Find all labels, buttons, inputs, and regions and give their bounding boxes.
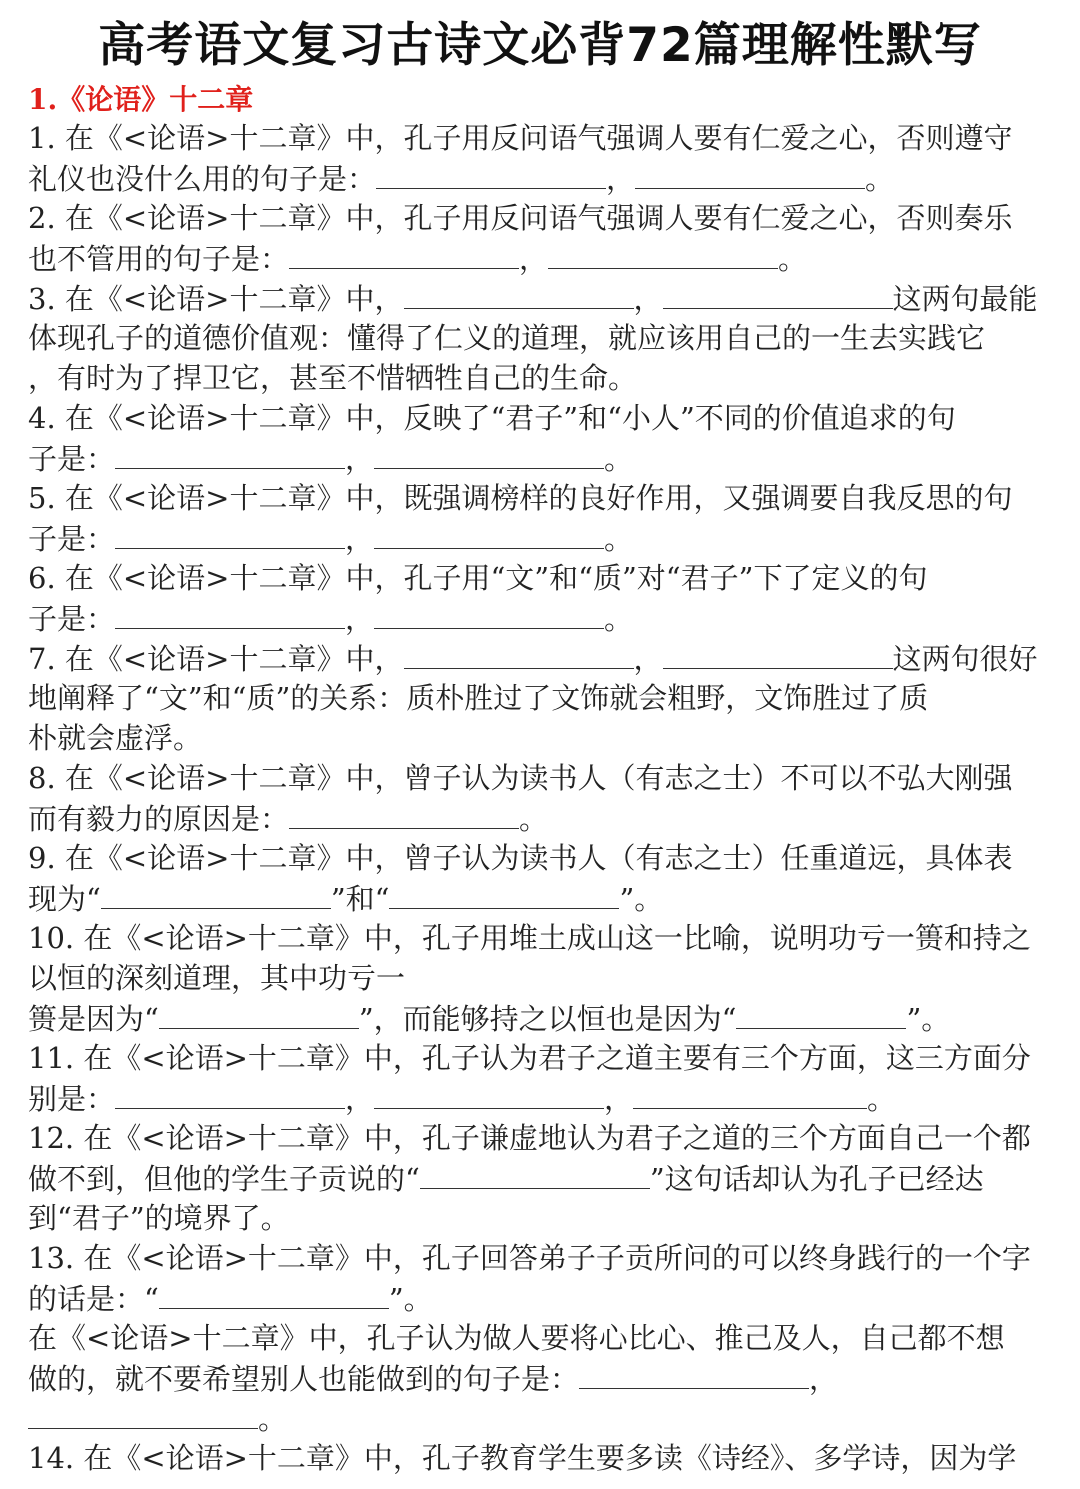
question-13b-text: 做的，就不要希望别人也能做到的句子是： <box>28 1362 580 1396</box>
period: 。 <box>604 522 634 556</box>
answer-blank[interactable] <box>289 238 519 269</box>
answer-blank[interactable] <box>404 278 634 309</box>
question-4-line-2 <box>28 438 633 478</box>
question-11-text: 别是： <box>28 1082 116 1116</box>
period: 。 <box>604 602 634 636</box>
comma: ， <box>345 602 375 636</box>
comma: ， <box>606 162 636 196</box>
question-7-line-2: 地阐释了“文”和“质”的关系：质朴胜过了文饰就会粗野，文饰胜过了质 <box>28 681 929 715</box>
question-5-line-2 <box>28 518 633 558</box>
question-3-text: 3. 在《<论语>十二章》中， <box>28 282 404 316</box>
question-13-line-1: 13. 在《<论语>十二章》中，孔子回答弟子子贡所问的可以终身践行的一个字 <box>28 1241 1031 1275</box>
question-13b-line-1: 在《<论语>十二章》中，孔子认为做人要将心比心、推己及人，自己都不想 <box>28 1321 1005 1355</box>
question-13-text: 的话是：“ <box>28 1282 159 1316</box>
answer-blank[interactable] <box>115 598 345 629</box>
comma: ， <box>604 1082 634 1116</box>
answer-blank[interactable] <box>736 998 906 1029</box>
answer-blank[interactable] <box>635 158 865 189</box>
question-6-line-1: 6. 在《<论语>十二章》中，孔子用“文”和“质”对“君子”下了定义的句 <box>28 561 928 595</box>
period: 。 <box>867 1082 897 1116</box>
question-14-line-1: 14. 在《<论语>十二章》中，孔子教育学生要多读《诗经》、多学诗，因为学 <box>28 1441 1017 1475</box>
comma: ， <box>345 1082 375 1116</box>
question-12-line-3: 到“君子”的境界了。 <box>28 1201 290 1235</box>
comma: ， <box>809 1362 839 1396</box>
period: 。 <box>604 442 634 476</box>
question-7-line-1 <box>28 638 1038 678</box>
question-3-line-3: ，有时为了捍卫它，甚至不惜牺牲自己的生命。 <box>28 361 638 395</box>
comma: ， <box>633 282 663 316</box>
question-7-tail: 这两句很好 <box>892 642 1038 676</box>
question-10-line-2: 以恒的深刻道理，其中功亏一 <box>28 961 406 995</box>
question-10-mid: ”，而能够持之以恒也是因为“ <box>358 1002 737 1036</box>
question-6-text: 子是： <box>28 602 116 636</box>
question-12-line-2 <box>28 1158 984 1198</box>
answer-blank[interactable] <box>548 238 778 269</box>
answer-blank[interactable] <box>579 1358 809 1389</box>
question-4-line-1: 4. 在《<论语>十二章》中，反映了“君子”和“小人”不同的价值追求的句 <box>28 401 956 435</box>
question-12-text: 做不到，但他的学生子贡说的“ <box>28 1162 420 1196</box>
question-3-line-1 <box>28 278 1038 318</box>
page-title: 高考语文复习古诗文必背72篇理解性默写 <box>98 18 982 73</box>
comma: ， <box>519 242 549 276</box>
period: 。 <box>519 802 549 836</box>
section-heading: 1.《论语》十二章 <box>28 83 254 116</box>
answer-blank[interactable] <box>663 638 893 669</box>
question-7-line-3: 朴就会虚浮。 <box>28 721 203 755</box>
question-1-line-1: 1. 在《<论语>十二章》中，孔子用反问语气强调人要有仁爱之心，否则遵守 <box>28 121 1013 155</box>
question-8-line-1: 8. 在《<论语>十二章》中，曾子认为读书人（有志之士）不可以不弘大刚强 <box>28 761 1013 795</box>
question-12-tail: ”这句话却认为孔子已经达 <box>649 1162 984 1196</box>
answer-blank[interactable] <box>101 878 331 909</box>
question-11-line-1: 11. 在《<论语>十二章》中，孔子认为君子之道主要有三个方面，这三方面分 <box>28 1041 1031 1075</box>
question-12-line-1: 12. 在《<论语>十二章》中，孔子谦虚地认为君子之道的三个方面自己一个都 <box>28 1121 1031 1155</box>
comma: ， <box>345 442 375 476</box>
period: 。 <box>258 1402 288 1436</box>
period: 。 <box>865 162 895 196</box>
answer-blank[interactable] <box>115 438 345 469</box>
answer-blank[interactable] <box>374 438 604 469</box>
answer-blank[interactable] <box>115 518 345 549</box>
question-13-line-2 <box>28 1278 433 1318</box>
question-5-text: 子是： <box>28 522 116 556</box>
answer-blank[interactable] <box>376 158 606 189</box>
answer-blank[interactable] <box>404 638 634 669</box>
answer-blank[interactable] <box>289 798 519 829</box>
answer-blank[interactable] <box>374 598 604 629</box>
question-2-text: 也不管用的句子是： <box>28 242 290 276</box>
question-3-tail: 这两句最能 <box>892 282 1038 316</box>
answer-blank[interactable] <box>389 878 619 909</box>
question-9-line-2 <box>28 878 663 918</box>
answer-blank[interactable] <box>28 1398 258 1429</box>
question-13b-line-3 <box>28 1398 287 1438</box>
question-2-line-2 <box>28 238 807 278</box>
question-6-line-2 <box>28 598 633 638</box>
answer-blank[interactable] <box>115 1078 345 1109</box>
answer-blank[interactable] <box>663 278 893 309</box>
question-8-line-2 <box>28 798 548 838</box>
question-9-line-1: 9. 在《<论语>十二章》中，曾子认为读书人（有志之士）任重道远，具体表 <box>28 841 1013 875</box>
question-1-text: 礼仪也没什么用的句子是： <box>28 162 377 196</box>
question-1-line-2 <box>28 158 894 198</box>
comma: ， <box>345 522 375 556</box>
question-13b-line-2 <box>28 1358 838 1398</box>
question-10-text: 篑是因为“ <box>28 1002 159 1036</box>
question-13-end: ”。 <box>388 1282 433 1316</box>
answer-blank[interactable] <box>374 1078 604 1109</box>
comma: ， <box>633 642 663 676</box>
question-9-end: ”。 <box>619 882 664 916</box>
question-9-mid: ”和“ <box>330 882 390 916</box>
period: 。 <box>778 242 808 276</box>
question-10-line-3 <box>28 998 950 1038</box>
answer-blank[interactable] <box>374 518 604 549</box>
question-10-line-1: 10. 在《<论语>十二章》中，孔子用堆土成山这一比喻，说明功亏一篑和持之 <box>28 921 1031 955</box>
question-10-end: ”。 <box>906 1002 951 1036</box>
answer-blank[interactable] <box>159 998 359 1029</box>
question-8-text: 而有毅力的原因是： <box>28 802 290 836</box>
question-11-line-2 <box>28 1078 896 1118</box>
question-5-line-1: 5. 在《<论语>十二章》中，既强调榜样的良好作用，又强调要自我反思的句 <box>28 481 1013 515</box>
question-9-text: 现为“ <box>28 882 101 916</box>
question-2-line-1: 2. 在《<论语>十二章》中，孔子用反问语气强调人要有仁爱之心，否则奏乐 <box>28 201 1013 235</box>
answer-blank[interactable] <box>420 1158 650 1189</box>
answer-blank[interactable] <box>159 1278 389 1309</box>
answer-blank[interactable] <box>633 1078 867 1109</box>
question-3-line-2: 体现孔子的道德价值观：懂得了仁义的道理，就应该用自己的一生去实践它 <box>28 321 986 355</box>
question-4-text: 子是： <box>28 442 116 476</box>
question-7-text: 7. 在《<论语>十二章》中， <box>28 642 404 676</box>
